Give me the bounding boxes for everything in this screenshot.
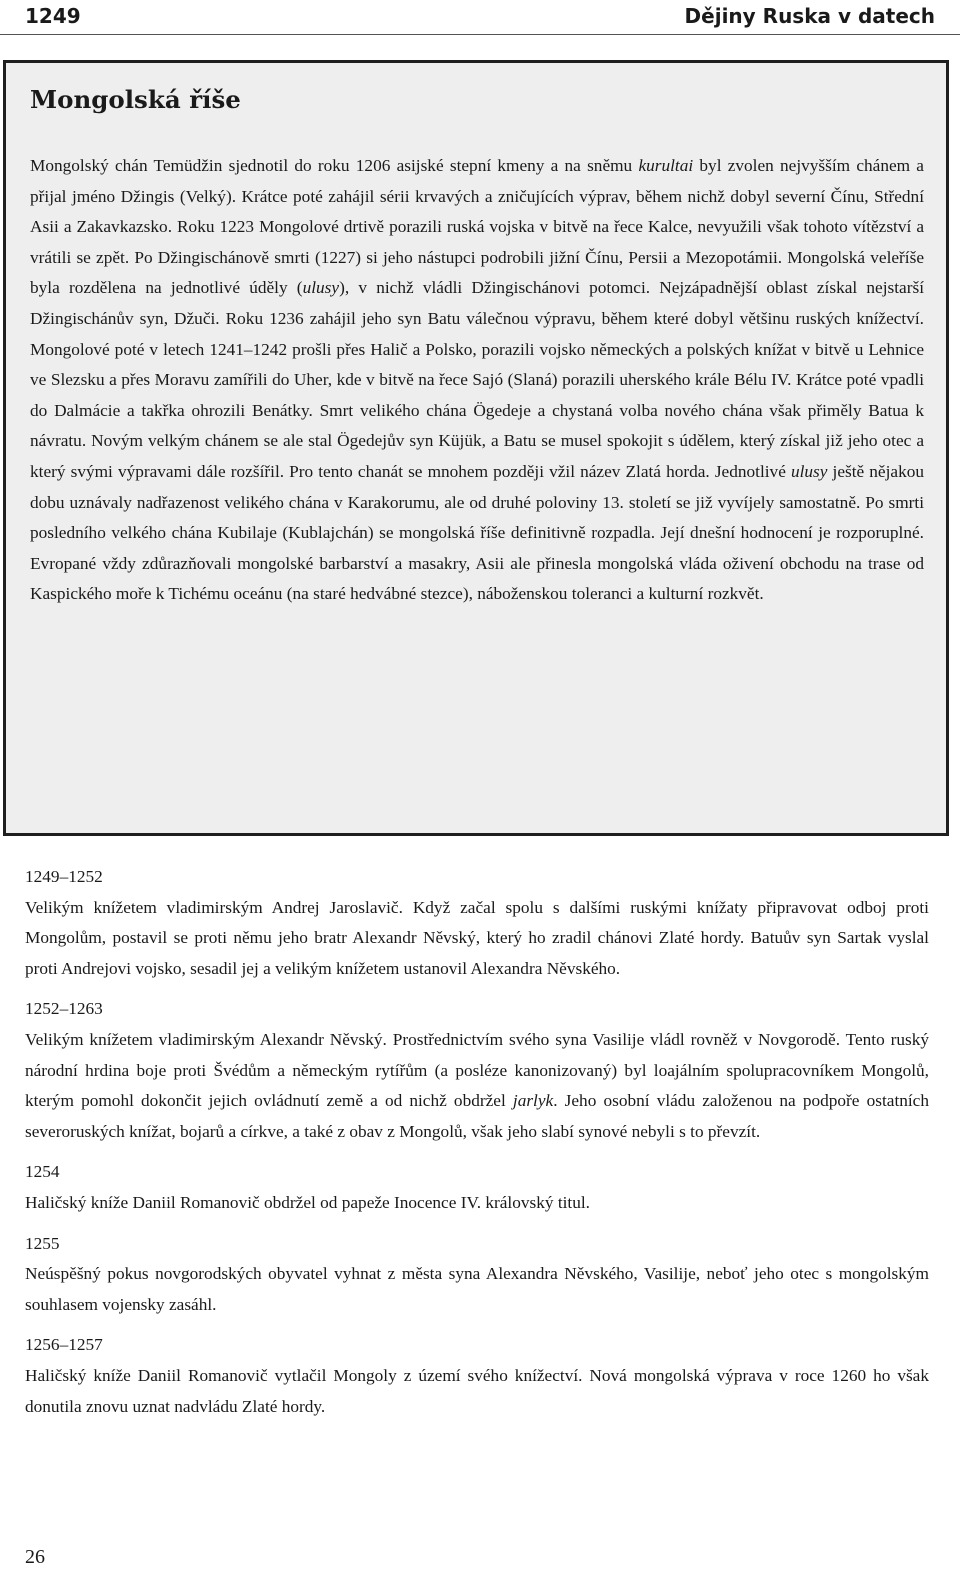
text-run: Velikým knížetem vladimirským Andrej Jaroslavič. Když začal spolu s dalšími ruskými knížaty připravovat odboj proti Mongolům, postavil se proti němu jeho bratr Alexandr Něvský, který ho zradil chánovi Zlaté hordy. Batuův syn Sartak vyslal proti Andrejovi vojsko, sesadil jej a velikým knížetem ustanovil Alexandra Něvského. <box>25 897 929 978</box>
chronology-entry <box>25 1229 929 1321</box>
text-run: Haličský kníže Daniil Romanovič vytlačil Mongoly z území svého knížectví. Nová mongolská výprava v roce 1260 ho však donutila znovu uznat nadvládu Zlaté hordy. <box>25 1365 929 1416</box>
text-run: Haličský kníže Daniil Romanovič obdržel od papeže Inocence IV. královský titul. <box>25 1192 590 1212</box>
italic-term: kurultai <box>638 156 694 175</box>
header-page-number: 1249 <box>25 4 81 28</box>
chronology-entry <box>25 994 929 1147</box>
entry-date: 1256–1257 <box>25 1335 103 1355</box>
chronology-entries <box>25 862 929 1432</box>
entry-date: 1252–1263 <box>25 999 103 1019</box>
text-run: ještě nějakou dobu uznávaly nadřazenost velikého chána v Karakorumu, ale od druhé poloviny 13. století se již vyvíjely samostatně. Po smrti posledního velkého chána Kubilaje (Kublajchán) se mongolská říše definitivně rozpadla. Její dnešní hodnocení je rozporuplné. Evropané vždy zdůrazňovali mongolské barbarství a masakry, Asii ale přinesla mongolská vláda oživení obchodu na trase od Kaspického moře k Tichému oceánu (na staré hedvábné stezce), náboženskou toleranci a kulturní rozkvět. <box>30 461 924 604</box>
entry-text <box>25 893 929 985</box>
chronology-entry <box>25 1330 929 1422</box>
entry-text <box>25 1259 929 1320</box>
box-title: Mongolská říše <box>30 85 241 114</box>
italic-term: ulusy <box>790 461 828 481</box>
text-run: Neúspěšný pokus novgorodských obyvatel vyhnat z města syna Alexandra Něvského, Vasilije, neboť jeho otec s mongolským souhlasem vojensky zasáhl. <box>25 1264 929 1314</box>
text-run: ), v nichž vládli Džingischánovi potomci. Nejzápadnější oblast získal nejstarší Džingischánův syn, Džuči. Roku 1236 zahájil jeho syn Batu válečnou výpravu, během které dobyl většinu ruských knížectví. Mongolové poté v letech 1241–1242 prošli přes Halič a Polsko, porazili vojsko německých a polských knížat v bitvě u Lehnice ve Slezsku a přes Moravu zamířili do Uher, kde v bitvě na řece Sajó (Slaná) porazili uherského krále Bélu IV. Krátce poté vpadli do Dalmácie a takřka ohrozili Benátky. Smrt velikého chána Ögedeje a chystaná volba nového chána však přiměly Batua k návratu. Novým velkým chánem se ale stal Ögedejův syn Küjük, a Batu se musel spokojit s údělem, který získal již jeho otec a který svými výpravami dále rozšířil. Pro tento chanát se mnohem později vžil název Zlatá horda. Jednotlivé <box>30 278 924 481</box>
italic-term: ulusy <box>302 278 340 298</box>
entry-text <box>25 1025 929 1147</box>
entry-date: 1254 <box>25 1162 60 1182</box>
text-run: byl zvolen nejvyšším chánem a přijal jméno Džingis (Velký). Krátce poté zahájil sérii krvavých a zničujících výprav, během nichž dobyl severní Čínu, Střední Asii a Zakavkazsko. Roku 1223 Mongolové drtivě porazili ruská vojska v bitvě na řece Kalce, nevyužili však tohoto vítězství a vrátili se zpět. Po Džingischánově smrti (1227) si jeho nástupci podrobili jižní Čínu, Persii a Mezopotámii. Mongolská veleříše byla rozdělena na jednotlivé úděly ( <box>30 156 924 298</box>
text-run: . Jeho osobní vládu založenou na podpoře ostatních severoruských knížat, bojarů a církve, a také z obav z Mongolů, však jeho slabí synové nebyli s to převzít. <box>25 1091 929 1141</box>
running-head <box>0 0 960 32</box>
entry-text <box>25 1188 929 1219</box>
box-paragraph <box>30 151 924 610</box>
header-rule <box>0 34 960 35</box>
sidebar-box-mongol-empire <box>3 60 949 836</box>
page-folio: 26 <box>25 1546 45 1568</box>
chronology-entry <box>25 1157 929 1218</box>
italic-term: jarlyk <box>512 1091 554 1111</box>
entry-text <box>25 1361 929 1422</box>
header-book-title: Dějiny Ruska v datech <box>684 4 935 28</box>
text-run: Velikým knížetem vladimirským Alexandr Něvský. Prostřednictvím svého syna Vasilije vládl rovněž v Novgorodě. Tento ruský národní hrdina boje proti Švédům a německým rytířům (a posléze kanonizovaný) byl loajálním spolupracovníkem Mongolů, kterým pomohl dokončit jejich ovládnutí země a od nichž obdržel <box>25 1029 929 1111</box>
text-run: Mongolský chán Temüdžin sjednotil do roku 1206 asijské stepní kmeny a na sněmu <box>30 156 639 175</box>
entry-date: 1249–1252 <box>25 867 103 886</box>
entry-date: 1255 <box>25 1233 60 1253</box>
chronology-entry <box>25 862 929 984</box>
